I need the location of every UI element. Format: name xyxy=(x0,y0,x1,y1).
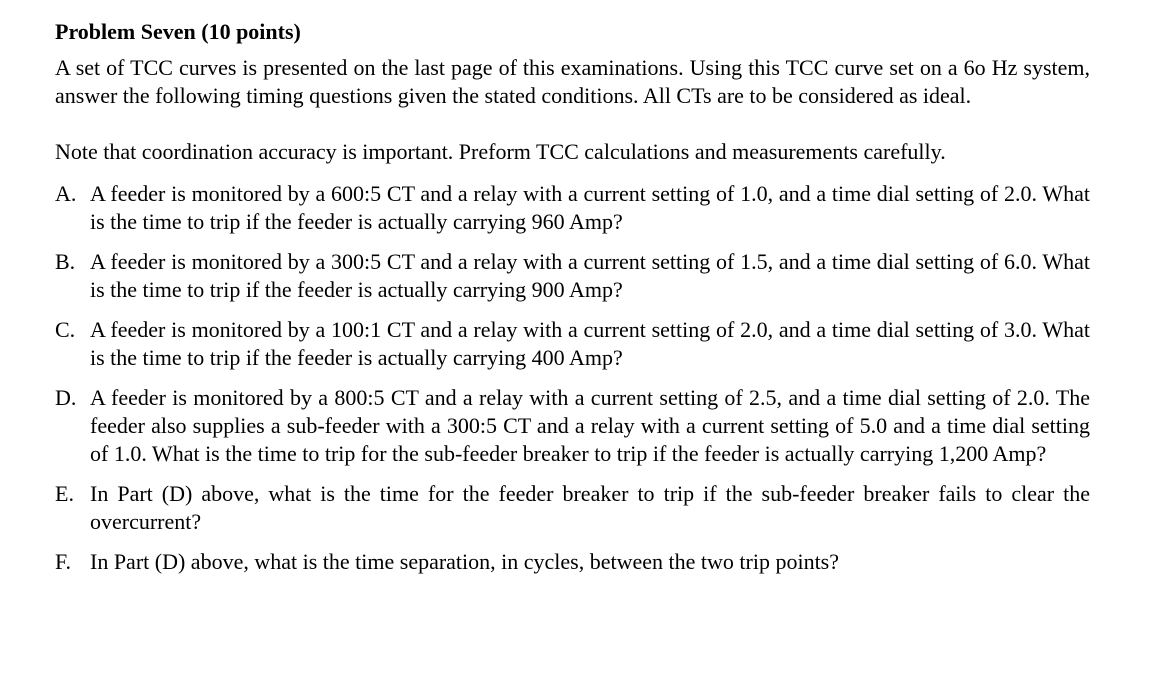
problem-title: Problem Seven (10 points) xyxy=(55,19,301,44)
question-item-c xyxy=(55,316,1090,372)
question-item-b xyxy=(55,248,1090,304)
question-letter: A. xyxy=(55,181,77,206)
question-item-a xyxy=(55,180,1090,236)
question-letter: E. xyxy=(55,481,74,506)
question-item-f xyxy=(55,548,1090,576)
question-text: A feeder is monitored by a 800:5 CT and a relay with a current setting of 2.5, and a time dial setting of 2.0. The feeder also supplies a sub-feeder with a 300:5 CT and a relay with a current setting of 5.0 and a time dial setting of 1.0. What is the time to trip for the sub-feeder breaker to trip if the feeder is actually carrying 1,200 Amp? xyxy=(90,385,1090,466)
question-text: In Part (D) above, what is the time separation, in cycles, between the two trip points? xyxy=(90,549,840,574)
question-text: A feeder is monitored by a 600:5 CT and a relay with a current setting of 1.0, and a time dial setting of 2.0. What is the time to trip if the feeder is actually carrying 960 Amp? xyxy=(90,181,1090,234)
question-letter: C. xyxy=(55,317,76,342)
question-text: A feeder is monitored by a 100:1 CT and a relay with a current setting of 2.0, and a time dial setting of 3.0. What is the time to trip if the feeder is actually carrying 400 Amp? xyxy=(90,317,1090,370)
problem-document xyxy=(55,18,1090,588)
note-paragraph: Note that coordination accuracy is important. Preform TCC calculations and measurements carefully. xyxy=(55,139,946,164)
question-letter: F. xyxy=(55,549,71,574)
question-item-e xyxy=(55,480,1090,536)
question-letter: D. xyxy=(55,385,77,410)
question-letter: B. xyxy=(55,249,76,274)
question-text: In Part (D) above, what is the time for the feeder breaker to trip if the sub-feeder breaker fails to clear the overcurrent? xyxy=(90,481,1090,534)
intro-paragraph: A set of TCC curves is presented on the last page of this examinations. Using this TCC curve set on a 6o Hz system, answer the following timing questions given the stated conditions. All CTs are to be considered as ideal. xyxy=(55,55,1090,108)
question-item-d xyxy=(55,384,1090,468)
question-list xyxy=(55,180,1090,576)
question-text: A feeder is monitored by a 300:5 CT and a relay with a current setting of 1.5, and a time dial setting of 6.0. What is the time to trip if the feeder is actually carrying 900 Amp? xyxy=(90,249,1090,302)
